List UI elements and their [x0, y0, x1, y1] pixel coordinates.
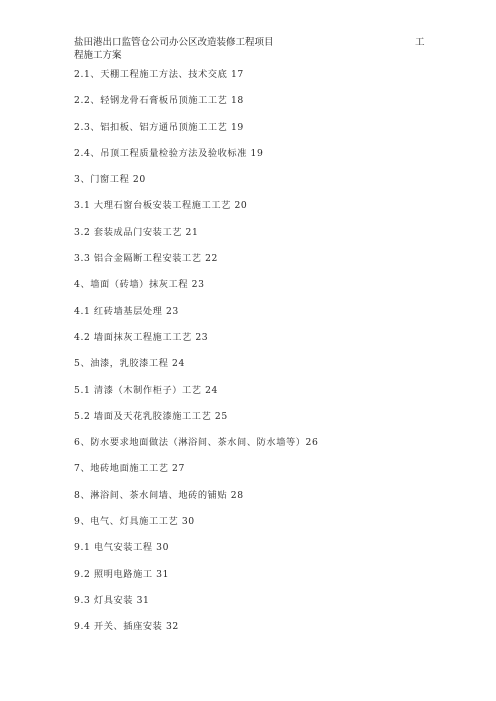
toc-entry: 9.4 开关、插座安装 32: [74, 621, 179, 633]
toc-entry: 3.3 铝合金隔断工程安装工艺 22: [74, 253, 219, 265]
toc-entry: 3.1 大理石窗台板安装工程施工工艺 20: [74, 200, 248, 212]
header-title-right: 工: [415, 37, 425, 48]
toc-entry: 9.2 照明电路施工 31: [74, 568, 170, 580]
toc-entry: 3、门窗工程 20: [74, 174, 146, 186]
toc-entry: 2.3、铝扣板、铝方通吊顶施工工艺 19: [74, 121, 244, 133]
header-title-line-1: 盐田港出口监管仓公司办公区改造装修工程项目: [74, 37, 274, 48]
toc-entry: 4.1 红砖墙基层处理 23: [74, 305, 179, 317]
toc-entry: 6、防水要求地面做法（淋浴间、茶水间、防水墙等）26: [74, 437, 319, 449]
toc-entry: 8、淋浴间、茶水间墙、地砖的铺贴 28: [74, 489, 244, 501]
toc-entry: 3.2 套装成品门安装工艺 21: [74, 226, 199, 238]
header-title-line-2: 程施工方案: [74, 50, 122, 61]
toc-entry: 2.1、天棚工程施工方法、技术交底 17: [74, 69, 244, 80]
toc-entry: 4.2 墙面抹灰工程施工工艺 23: [74, 331, 209, 343]
toc-entry: 9.3 灯具安装 31: [74, 594, 150, 606]
toc-entry: 9、电气、灯具施工工艺 30: [74, 516, 195, 528]
toc-entry: 4、墙面（砖墙）抹灰工程 23: [74, 279, 205, 291]
toc-entry: 5.1 清漆（木制作柜子）工艺 24: [74, 384, 219, 396]
toc-entry: 2.2、轻钢龙骨石膏板吊顶施工工艺 18: [74, 95, 244, 107]
toc-entry: 5.2 墙面及天花乳胶漆施工工艺 25: [74, 410, 228, 422]
toc-entry: 7、地砖地面施工工艺 27: [74, 463, 185, 475]
toc-entry: 2.4、吊顶工程质量检验方法及验收标准 19: [74, 147, 264, 159]
table-of-contents: [74, 62, 454, 641]
toc-entry: 5、油漆，乳胶漆工程 24: [74, 358, 185, 370]
toc-entry: 9.1 电气安装工程 30: [74, 542, 170, 554]
page-header: [74, 36, 434, 62]
